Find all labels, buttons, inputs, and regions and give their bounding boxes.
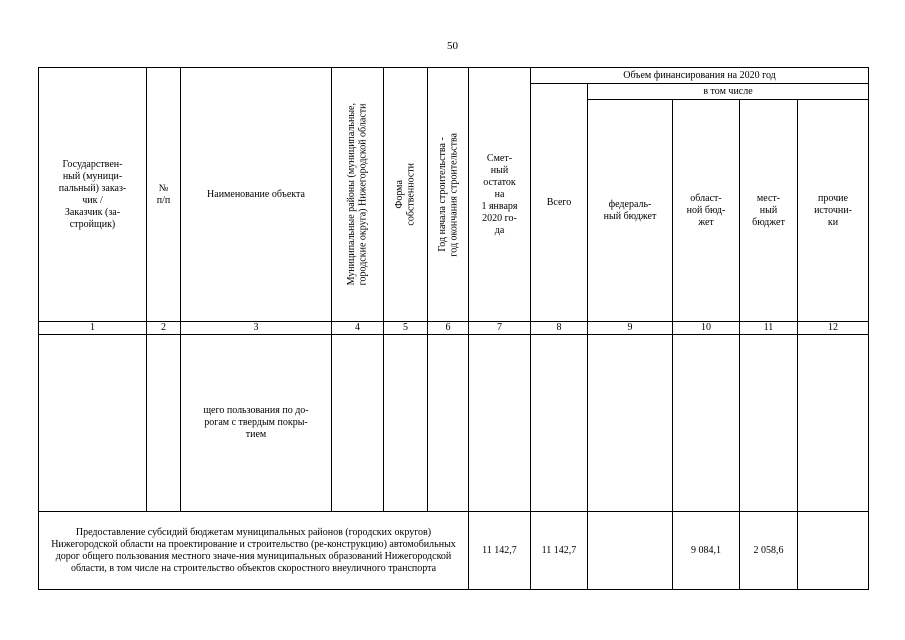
cell-empty — [332, 335, 384, 512]
column-number: 10 — [673, 322, 740, 335]
header-districts — [332, 68, 384, 322]
cell-empty — [39, 335, 147, 512]
summary-local: 2 058,6 — [740, 512, 798, 590]
page-number: 50 — [447, 40, 458, 52]
column-number: 2 — [147, 322, 181, 335]
summary-other — [798, 512, 869, 590]
column-number: 4 — [332, 322, 384, 335]
header-local: мест- ный бюджет — [740, 100, 798, 322]
header-federal: федераль- ный бюджет — [588, 100, 673, 322]
header-number: № п/п — [147, 68, 181, 322]
column-number: 5 — [384, 322, 428, 335]
continued-object-text: щего пользования по до- рогам с твердым покры- тием — [181, 335, 332, 512]
summary-federal — [588, 512, 673, 590]
cell-empty — [147, 335, 181, 512]
header-years — [428, 68, 469, 322]
header-ownership — [384, 68, 428, 322]
header-years-text: Год начала строительства - год окончания строительства — [436, 132, 459, 257]
cell-empty — [740, 335, 798, 512]
cell-empty — [798, 335, 869, 512]
header-ownership-text: Форма собственности — [394, 163, 417, 226]
cell-empty — [531, 335, 588, 512]
header-districts-text: Муниципальные районы (муниципальные, городские округа) Нижегородской области — [346, 103, 369, 286]
summary-regional: 9 084,1 — [673, 512, 740, 590]
financing-table — [38, 67, 869, 590]
summary-row — [39, 512, 869, 590]
continued-row — [39, 335, 869, 512]
column-number: 9 — [588, 322, 673, 335]
cell-empty — [384, 335, 428, 512]
cell-empty — [673, 335, 740, 512]
column-number: 11 — [740, 322, 798, 335]
cell-empty — [428, 335, 469, 512]
column-number: 3 — [181, 322, 332, 335]
header-object-name: Наименование объекта — [181, 68, 332, 322]
header-including: в том числе — [588, 84, 869, 100]
summary-remaining: 11 142,7 — [469, 512, 531, 590]
cell-empty — [469, 335, 531, 512]
header-other: прочие источни- ки — [798, 100, 869, 322]
column-number: 6 — [428, 322, 469, 335]
cell-empty — [588, 335, 673, 512]
column-number: 8 — [531, 322, 588, 335]
summary-text: Предоставление субсидий бюджетам муниципальных районов (городских округов) Нижегородской области на проектирование и строительство (ре-конструкцию) автомобильных дорог общего пользования местного значе-ния муниципальных образований Нижегородской области, в том числе на строительство объектов скоростного внеуличного транспорта — [39, 512, 469, 590]
column-numbers-row — [39, 322, 869, 335]
header-total: Всего — [531, 84, 588, 322]
header-remaining: Смет- ный остаток на 1 января 2020 го- да — [469, 68, 531, 322]
column-number: 1 — [39, 322, 147, 335]
header-regional: област- ной бюд- жет — [673, 100, 740, 322]
column-number: 12 — [798, 322, 869, 335]
summary-total: 11 142,7 — [531, 512, 588, 590]
header-customer: Государствен- ный (муници- пальный) заказ- чик / Заказчик (за- стройщик) — [39, 68, 147, 322]
column-number: 7 — [469, 322, 531, 335]
header-financing: Объем финансирования на 2020 год — [531, 68, 869, 84]
